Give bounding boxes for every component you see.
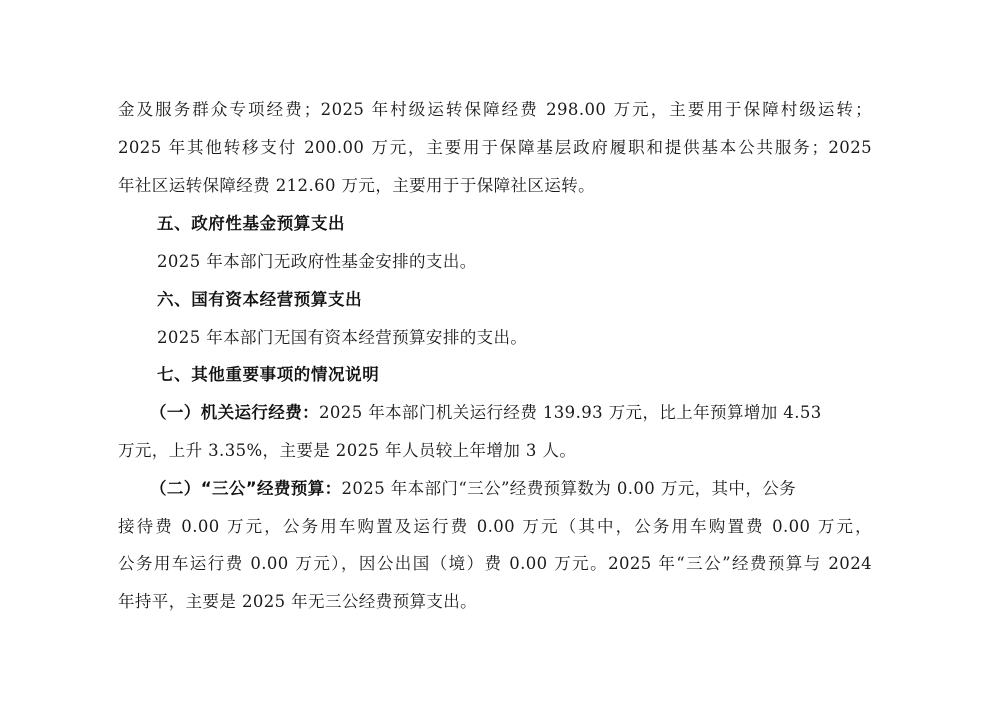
- item-2-text: 2025 年本部门“三公”经费预算数为 0.00 万元，其中，公务: [341, 479, 797, 498]
- section-5-text: 2025 年本部门无政府性基金安排的支出。: [157, 252, 477, 271]
- item-1-first-line: [150, 402, 822, 424]
- section-heading-6: 六、国有资本经营预算支出: [157, 290, 363, 309]
- item-2-label: （二）“三公”经费预算：: [150, 479, 342, 498]
- paragraph-line: 公务用车运行费 0.00 万元），因公出国（境）费 0.00 万元。2025 年“三公”经费预算与 2024: [118, 554, 872, 573]
- paragraph-line: 万元，上升 3.35%，主要是 2025 年人员较上年增加 3 人。: [118, 441, 577, 460]
- section-heading-5: 五、政府性基金预算支出: [157, 214, 346, 233]
- item-1-text: 2025 年本部门机关运行经费 139.93 万元，比上年预算增加 4.53: [319, 403, 822, 422]
- paragraph-line: 接待费 0.00 万元，公务用车购置及运行费 0.00 万元（其中，公务用车购置费 0.00 万元，: [118, 517, 872, 536]
- paragraph-line: 年社区运转保障经费 212.60 万元，主要用于于保障社区运转。: [118, 176, 596, 195]
- paragraph-line: 2025 年其他转移支付 200.00 万元，主要用于保障基层政府履职和提供基本公共服务；2025: [118, 138, 872, 157]
- paragraph-line: 年持平，主要是 2025 年无三公经费预算支出。: [118, 592, 478, 611]
- paragraph-line: 金及服务群众专项经费；2025 年村级运转保障经费 298.00 万元，主要用于保障村级运转；: [118, 100, 872, 119]
- section-6-text: 2025 年本部门无国有资本经营预算安排的支出。: [157, 328, 528, 347]
- item-2-first-line: [150, 478, 796, 500]
- section-heading-7: 七、其他重要事项的情况说明: [157, 365, 380, 384]
- item-1-label: （一）机关运行经费：: [150, 403, 319, 422]
